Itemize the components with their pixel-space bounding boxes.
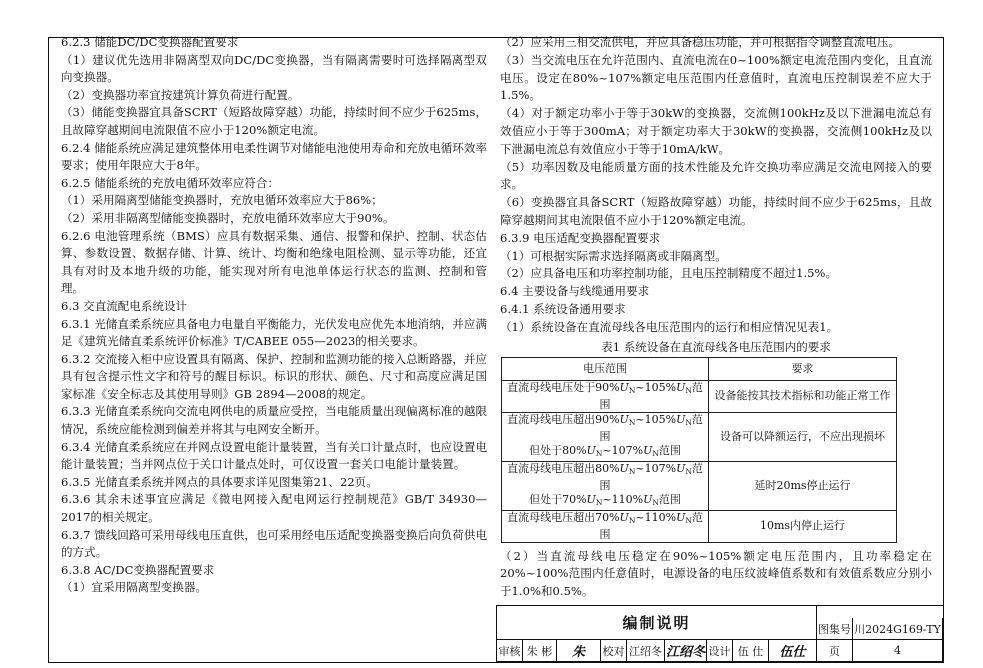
voltage-symbol: U — [643, 443, 653, 457]
requirement-cell: 设备能按其技术指标和功能正常工作 — [709, 380, 897, 412]
range-line — [504, 493, 706, 510]
voltage-symbol: U — [586, 492, 596, 506]
voltage-symbol: U — [619, 461, 629, 475]
voltage-symbol: U — [619, 412, 629, 426]
check-label: 校对 — [601, 640, 627, 662]
voltage-range-cell — [502, 380, 709, 412]
table-row — [502, 380, 897, 412]
voltage-subscript: N — [595, 497, 603, 507]
range-text: 直流母线电压超出70% — [507, 510, 620, 524]
design-label: 设计 — [707, 640, 733, 662]
voltage-subscript: N — [595, 448, 603, 458]
right-column-paragraph: （2）当直流母线电压稳定在90%~105%额定电压范围内，且功率稳定在20%~100%范围内任意值时，电源设备的电压纹波峰值系数和有效值系数应分别小于1.0%和0.5%。 — [500, 548, 932, 599]
right-column-paragraph: 6.4.1 系统设备通用要求 — [500, 301, 626, 316]
atlas-number: 川2024G169-TY — [853, 618, 943, 640]
range-text: 范围 — [658, 443, 681, 457]
range-text: 范围 — [599, 412, 703, 443]
title-block — [496, 605, 944, 663]
voltage-subscript: N — [685, 385, 692, 395]
right-column-paragraph: （3）当交流电压在允许范围内、直流电流在0~100%额定电流范围内变化，且直流电压。设定在80%~107%额定电压范围内任意值时，直流电压控制误差不应大于1.5%。 — [500, 52, 932, 103]
left-column-paragraph: 6.3.6 其余未述事宜应满足《微电网接入配电网运行控制规范》GB/T 34930—2017的相关规定。 — [61, 492, 487, 525]
voltage-subscript: N — [685, 417, 692, 427]
voltage-symbol: U — [643, 492, 653, 506]
voltage-subscript: N — [652, 497, 659, 507]
page-number: 4 — [853, 640, 943, 662]
left-column-paragraph: 6.3.7 馈线回路可采用母线电压直供，也可采用经电压适配变换器变换后向负荷供电的方式。 — [61, 527, 487, 560]
left-column-paragraph: （2）采用非隔离型储能变换器时，充放电循环效率应大于90%。 — [61, 210, 395, 225]
range-text: 但处于80% — [529, 443, 587, 457]
range-line — [504, 444, 706, 461]
range-line — [504, 381, 706, 412]
left-column-paragraph: 6.2.3 储能DC/DC变换器配置要求 — [61, 35, 239, 49]
atlas-label: 图集号 — [817, 618, 853, 640]
range-text: 范围 — [599, 380, 703, 411]
left-column-paragraph: 6.3.1 光储直柔系统应具备电力电量自平衡能力，光伏发电应优先本地消纳，并应满足《建筑光储直柔系统评价标准》T/CABEE 055—2023的相关要求。 — [61, 316, 487, 349]
range-text: ~107% — [602, 443, 644, 457]
right-column-paragraph: （6）变换器宜具备SCRT（短路故障穿越）功能，持续时间不应少于625ms，且故障穿越期间其电流限值不应小于120%额定电流。 — [500, 195, 932, 227]
requirement-cell: 10ms内停止运行 — [709, 510, 897, 542]
voltage-subscript: N — [628, 515, 636, 525]
left-column-paragraph: （2）变换器功率宜按建筑计算负荷进行配置。 — [61, 87, 300, 102]
left-column-paragraph: 6.3 交直流配电系统设计 — [61, 298, 188, 313]
voltage-symbol: U — [586, 443, 596, 457]
range-text: 范围 — [658, 492, 681, 506]
table-row — [502, 461, 897, 510]
range-text: 直流母线电压处于90% — [507, 380, 620, 394]
left-column-paragraph: （1）建议优先选用非隔离型双向DC/DC变换器，当有隔离需要时可选择隔离型双向变换器。 — [61, 52, 487, 85]
table-row — [502, 412, 897, 461]
table-row — [502, 510, 897, 542]
right-column-bottom — [500, 548, 932, 601]
range-text: 范围 — [599, 510, 703, 541]
check-name: 江绍冬 — [627, 640, 665, 662]
right-column — [500, 34, 932, 601]
voltage-subscript: N — [628, 417, 636, 427]
header-voltage-range: 电压范围 — [502, 357, 709, 380]
voltage-subscript: N — [628, 466, 636, 476]
voltage-range-cell — [502, 510, 709, 542]
left-column-paragraph: 6.3.5 光储直柔系统并网点的具体要求详见图集第21、22页。 — [61, 474, 378, 489]
range-text: 直流母线电压超出90% — [507, 412, 620, 426]
check-signature: 江绍冬 — [665, 640, 707, 662]
range-text: ~110% — [602, 492, 644, 506]
range-text: 直流母线电压超出80% — [507, 461, 620, 475]
left-column-paragraph: （1）宜采用隔离型变换器。 — [61, 580, 207, 595]
voltage-subscript: N — [628, 385, 636, 395]
page-label: 页 — [817, 640, 853, 662]
range-line — [504, 462, 706, 493]
left-column-paragraph: 6.2.4 储能系统应满足建筑整体用电柔性调节对储能电池使用寿命和充放电循环效率要求；使用年限应大于8年。 — [61, 140, 487, 173]
range-line — [504, 511, 706, 542]
review-signature: 朱 — [557, 640, 601, 662]
left-column-paragraph: 6.2.6 电池管理系统（BMS）应具有数据采集、通信、报警和保护、控制、状态估算、参数设置、数据存储、计算、统计、均衡和绝缘电阻检测、显示等功能，还宜具有对时及本地升级的功能，能实现对所有电池单体运行状态的监测、控制和管理。 — [61, 228, 487, 296]
voltage-subscript: N — [685, 515, 692, 525]
right-column-paragraph: （2）应具备电压和功率控制功能，且电压控制精度不超过1.5%。 — [500, 266, 838, 281]
header-requirement: 要求 — [709, 357, 897, 380]
voltage-symbol: U — [676, 510, 686, 524]
requirement-cell: 延时20ms停止运行 — [709, 461, 897, 510]
left-column-paragraph: 6.3.2 交流接入柜中应设置具有隔离、保护、控制和监测功能的接入总断路器，并应具有包含提示性文字和符号的醒目标识。标识的形状、颜色、尺寸和高度应满足国家标准《安全标志及其使用导则》GB 2894—2008的规定。 — [61, 351, 487, 401]
left-column-paragraph: 6.3.4 光储直柔系统应在并网点设置电能计量装置，当有关口计量点时，也应设置电能计量装置；当并网点位于关口计量点处时，可仅设置一套关口电能计量装置。 — [61, 439, 487, 472]
right-column-paragraph: （4）对于额定功率小于等于30kW的变换器，交流侧100kHz及以下泄漏电流总有效值应小于等于300mA；对于额定功率大于30kW的变换器，交流侧100kHz及以下泄漏电流总有效值应小于等于10mA/kW。 — [500, 106, 932, 156]
left-column — [61, 34, 487, 597]
design-signature: 伍仕 — [769, 640, 817, 662]
voltage-range-table — [501, 357, 897, 543]
right-column-paragraph: 6.4 主要设备与线缆通用要求 — [500, 284, 650, 299]
right-column-paragraph: （2）应采用三相交流供电，并应具备稳压功能，并可根据指令调整直流电压。 — [500, 35, 901, 49]
right-column-paragraph: 6.3.9 电压适配变换器配置要求 — [500, 230, 661, 245]
left-column-paragraph: 6.2.5 储能系统的充放电循环效率应符合： — [61, 175, 280, 190]
range-text: 范围 — [599, 461, 703, 492]
right-column-paragraph: （1）系统设备在直流母线各电压范围内的运行和相应情况见表1。 — [500, 319, 839, 334]
voltage-symbol: U — [676, 461, 686, 475]
design-name: 伍 仕 — [733, 640, 769, 662]
voltage-subscript: N — [652, 448, 659, 458]
range-text: 但处于70% — [529, 492, 587, 506]
range-text: ~105% — [635, 380, 677, 394]
requirement-cell: 设备可以降额运行，不应出现损坏 — [709, 412, 897, 461]
voltage-range-cell — [502, 461, 709, 510]
review-name: 朱 彬 — [523, 640, 557, 662]
range-text: ~110% — [635, 510, 677, 524]
range-text: ~105% — [635, 412, 677, 426]
range-line — [504, 413, 706, 444]
voltage-symbol: U — [619, 510, 629, 524]
left-column-paragraph: 6.3.8 AC/DC变换器配置要求 — [61, 562, 215, 577]
table-header-row — [502, 357, 897, 380]
voltage-symbol: U — [619, 380, 629, 394]
voltage-range-cell — [502, 412, 709, 461]
table-caption: 表1 系统设备在直流母线各电压范围内的要求 — [601, 339, 831, 354]
left-column-paragraph: （1）采用隔离型储能变换器时，充放电循环效率应大于86%； — [61, 193, 383, 208]
right-column-paragraph: （1）可根据实际需求选择隔离或非隔离型。 — [500, 248, 727, 263]
review-label: 审核 — [497, 640, 523, 662]
title-block-title: 编制说明 — [497, 606, 817, 640]
range-text: ~107% — [635, 461, 677, 475]
right-column-top — [500, 34, 932, 337]
voltage-symbol: U — [676, 412, 686, 426]
voltage-subscript: N — [685, 466, 692, 476]
right-column-paragraph: （5）功率因数及电能质量方面的技术性能及允许交换功率应满足交流电网接入的要求。 — [500, 159, 932, 192]
voltage-symbol: U — [676, 380, 686, 394]
left-column-paragraph: 6.3.3 光储直柔系统向交流电网供电的质量应受控，当电能质量出现偏离标准的越限情况，系统应能检测到偏差并将其与电网安全断开。 — [61, 404, 487, 437]
left-column-paragraph: （3）储能变换器宜具备SCRT（短路故障穿越）功能，持续时间不应少于625ms，且故障穿越期间电流限值不应小于120%额定电流。 — [61, 105, 487, 137]
